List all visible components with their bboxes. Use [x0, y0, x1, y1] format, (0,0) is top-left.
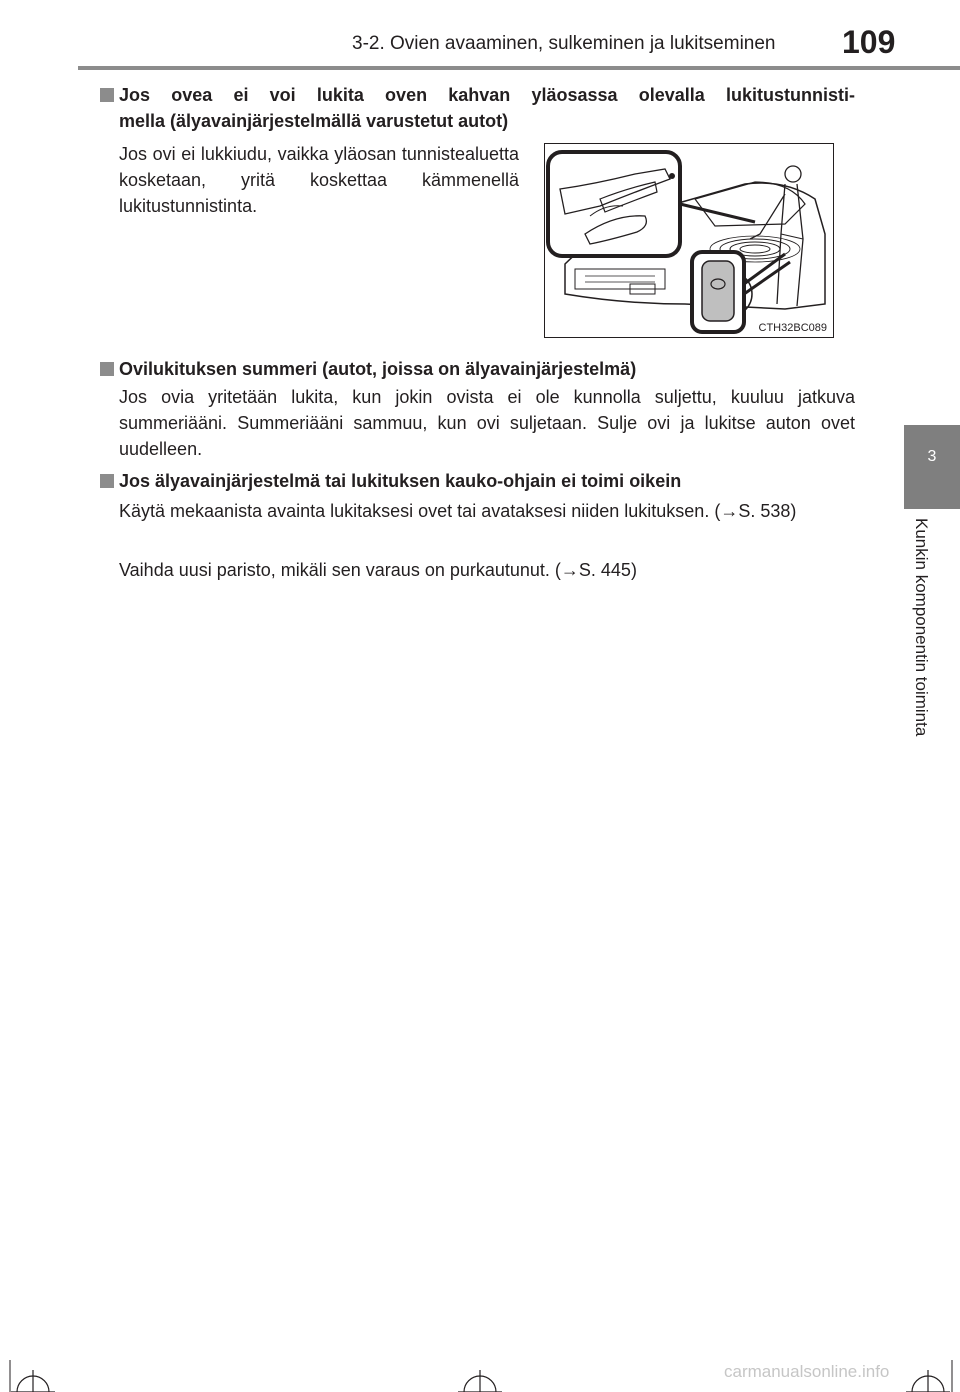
section-body: Jos ovia yritetään lukita, kun jokin ovista ei ole kunnolla suljettu, kuuluu jatkuva summeriääni. Summeriääni sammuu, kun ovi suljetaan. Sulje ovi ja lukitse auton ovet uudelleen.	[119, 387, 855, 459]
section-body: Jos ovi ei lukkiudu, vaikka yläosan tunnistealuetta kosketaan, yritä koskettaa kämmenellä lukitustunnistinta.	[119, 144, 519, 216]
page-number: 109	[842, 24, 896, 60]
registration-mark-icon	[0, 1360, 60, 1392]
heading-line: Jos ovea ei voi lukita oven kahvan yläosassa olevalla lukitustunnisti-	[119, 85, 855, 105]
section-bullet-icon	[100, 474, 114, 488]
section-bullet-icon	[100, 362, 114, 376]
heading-line: mella (älyavainjärjestelmällä varustetut autot)	[119, 111, 509, 131]
figure-code: CTH32BC089	[758, 322, 827, 334]
section-body: Käytä mekaanista avainta lukitaksesi ovet tai avataksesi niiden lukituksen. (→S. 538)	[119, 501, 797, 521]
header-divider	[78, 66, 960, 70]
section-heading	[119, 82, 855, 134]
registration-mark-icon	[450, 1360, 510, 1392]
watermark-text: carmanualsonline.info	[724, 1362, 890, 1381]
chapter-tab	[904, 425, 960, 509]
section-heading: Jos älyavainjärjestelmä tai lukituksen kauko-ohjain ei toimi oikein	[119, 471, 682, 491]
illustration-drawing	[545, 144, 834, 338]
car-door-illustration	[544, 143, 834, 338]
registration-mark-icon	[900, 1360, 960, 1392]
section-bullet-icon	[100, 88, 114, 102]
chapter-title: Kunkin komponentin toiminta	[912, 518, 931, 737]
section-heading: Ovilukituksen summeri (autot, joissa on älyavainjärjestelmä)	[119, 359, 637, 379]
section-body: Vaihda uusi paristo, mikäli sen varaus on purkautunut. (→S. 445)	[119, 560, 637, 580]
chapter-number: 3	[927, 448, 937, 465]
section-title: 3-2. Ovien avaaminen, sulkeminen ja lukitseminen	[352, 33, 776, 54]
